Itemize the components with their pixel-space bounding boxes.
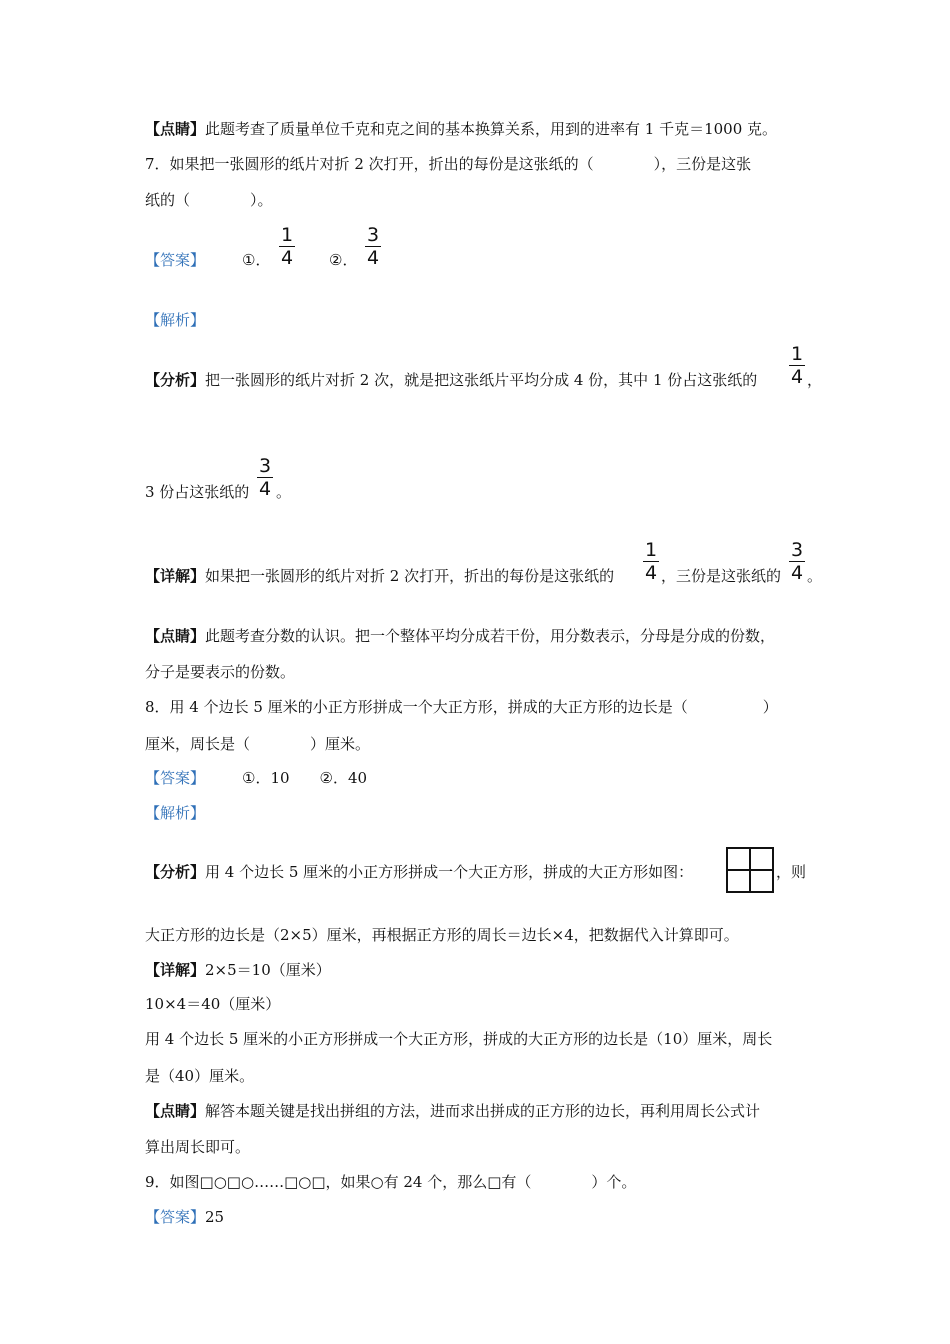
big-square-grid-figure [726, 847, 774, 893]
q8-jiexi-tag: 【解析】 [145, 804, 206, 822]
q7-dianjing-line2: 分子是要表示的份数。 [145, 663, 296, 681]
q7-analysis-line2: 3 份占这张纸的 [145, 483, 250, 501]
fraction-denominator: 4 [790, 366, 804, 388]
fraction-denominator: 4 [790, 562, 804, 584]
detail-text-a: 如果把一张圆形的纸片对折 2 次打开，折出的每份是这张纸的 [205, 567, 615, 585]
q8-analysis-line1 [145, 862, 693, 882]
line-dianjing-6 [145, 119, 777, 139]
q7-detail-fraction-2 [789, 540, 805, 583]
period: 。 [276, 483, 292, 501]
answer-value: 25 [205, 1208, 225, 1226]
question-8-line1: 8．用 4 个边长 5 厘米的小正方形拼成一个大正方形，拼成的大正方形的边长是（ ） [145, 698, 778, 716]
q7-analysis-fraction-1 [789, 344, 805, 387]
q8-dianjing-line1 [145, 1101, 760, 1121]
fraction-denominator: 4 [258, 478, 272, 500]
comma: ， [807, 371, 823, 389]
q7-answer-tag: 【答案】 [145, 251, 206, 269]
detail-text: 2×5＝10（厘米） [205, 961, 331, 979]
fenxi-tag: 【分析】 [145, 371, 206, 389]
fraction-numerator: 3 [258, 455, 272, 477]
q8-analysis-line2: 大正方形的边长是（2×5）厘米，再根据正方形的周长＝边长×4，把数据代入计算即可。 [145, 926, 739, 944]
fraction-denominator: 4 [280, 247, 294, 269]
dianjing-tag: 【点睛】 [145, 120, 206, 138]
fraction-numerator: 1 [644, 539, 658, 561]
q7-answer-label-1: ①． [242, 251, 271, 269]
fraction-denominator: 4 [366, 247, 380, 269]
fraction-denominator: 4 [644, 562, 658, 584]
q8-detail-line3: 用 4 个边长 5 厘米的小正方形拼成一个大正方形，拼成的大正方形的边长是（10）厘米，周长 [145, 1030, 773, 1048]
q7-analysis-line1 [145, 370, 757, 390]
xiangjie-tag: 【详解】 [145, 567, 206, 585]
q8-analysis-then: ，则 [776, 863, 807, 881]
q7-dianjing-line1 [145, 626, 775, 646]
q7-jiexi-tag: 【解析】 [145, 311, 206, 329]
question-7-line2: 纸的（ ）。 [145, 191, 273, 209]
q7-detail-fraction-1 [643, 540, 659, 583]
answer-tag: 【答案】 [145, 1208, 206, 1226]
q9-answer-line [145, 1207, 224, 1227]
dianjing-tag: 【点睛】 [145, 1102, 206, 1120]
dianjing-text: 此题考查分数的认识。把一个整体平均分成若干份，用分数表示，分母是分成的份数， [205, 627, 776, 645]
q7-answer-fraction-2 [365, 225, 381, 268]
fraction-numerator: 3 [366, 224, 380, 246]
fraction-numerator: 3 [790, 539, 804, 561]
q7-answer-fraction-1 [279, 225, 295, 268]
dianjing-text: 解答本题关键是找出拼组的方法，进而求出拼成的正方形的边长，再利用周长公式计 [205, 1102, 761, 1120]
q8-detail-line4: 是（40）厘米。 [145, 1067, 255, 1085]
dianjing-text: 此题考查了质量单位千克和克之间的基本换算关系，用到的进率有 1 千克＝1000 克。 [205, 120, 778, 138]
analysis-text: 把一张圆形的纸片对折 2 次，就是把这张纸片平均分成 4 份，其中 1 份占这张纸的 [205, 371, 758, 389]
q8-detail-line2: 10×4＝40（厘米） [145, 995, 281, 1013]
q7-answer-label-2: ②． [329, 251, 358, 269]
q8-answer-values: ①．10 ②．40 [242, 769, 368, 787]
q7-detail-line [145, 566, 614, 586]
q7-analysis-fraction-2 [257, 456, 273, 499]
q8-detail-line1 [145, 960, 331, 980]
question-7-line1: 7．如果把一张圆形的纸片对折 2 次打开，折出的每份是这张纸的（ ），三份是这张 [145, 155, 752, 173]
fraction-numerator: 1 [790, 343, 804, 365]
q8-answer-tag: 【答案】 [145, 769, 206, 787]
question-9: 9．如图□○□○……□○□，如果○有 24 个，那么□有（ ）个。 [145, 1173, 637, 1191]
fraction-numerator: 1 [280, 224, 294, 246]
question-8-line2: 厘米，周长是（ ）厘米。 [145, 735, 371, 753]
period: 。 [807, 567, 823, 585]
dianjing-tag: 【点睛】 [145, 627, 206, 645]
xiangjie-tag: 【详解】 [145, 961, 206, 979]
q8-dianjing-line2: 算出周长即可。 [145, 1138, 251, 1156]
q7-detail-text-b: ，三份是这张纸的 [661, 567, 782, 585]
fenxi-tag: 【分析】 [145, 863, 206, 881]
analysis-text: 用 4 个边长 5 厘米的小正方形拼成一个大正方形，拼成的大正方形如图： [205, 863, 694, 881]
